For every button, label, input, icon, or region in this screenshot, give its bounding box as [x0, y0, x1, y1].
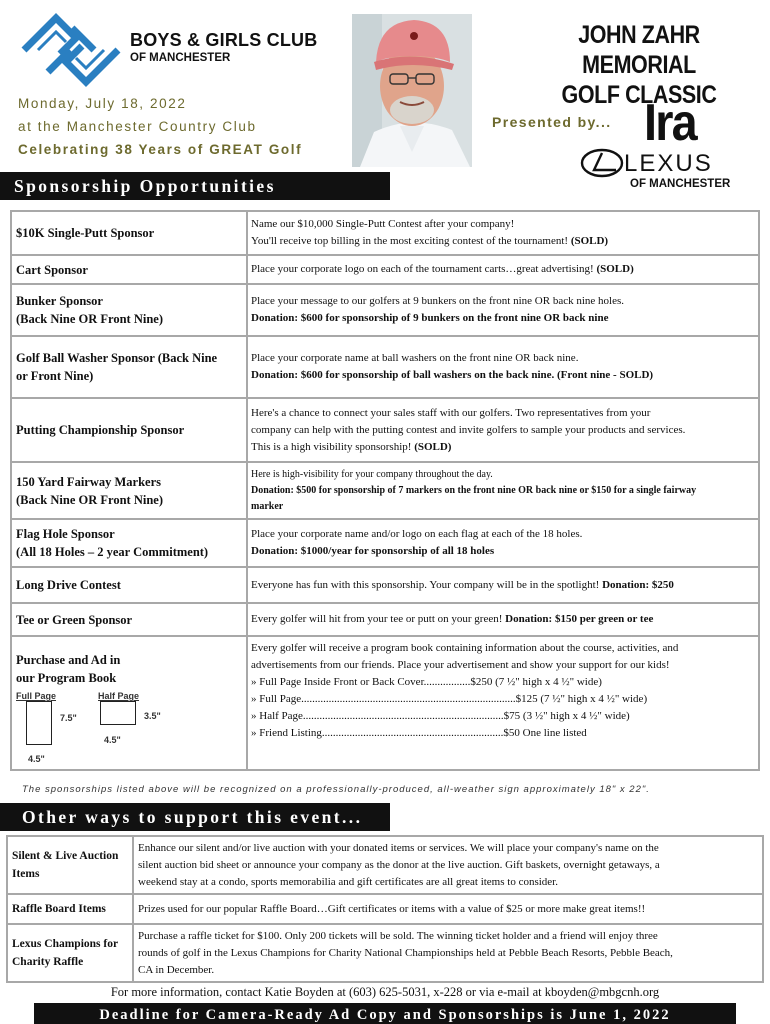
sponsor-name: Bunker Sponsor (Back Nine OR Front Nine) — [11, 284, 247, 336]
sponsor-description: Every golfer will receive a program book containing information about the course, activities, and advertisements from our friends. Place your advertisement and show your support for our kids! » Full Page Inside Front or Back Cover.................$250 (7 ½" high x 4 ½" wide) » Full Page..............................................................................$125 (7 ½" high x 4 ½" wide) » Half Page.........................................................................$75 (3 ½" high x 4 ½" wide) » Friend Listing..................................................................$50 One line listed — [247, 636, 759, 770]
org-name: BOYS & GIRLS CLUB — [130, 30, 318, 50]
ira-logo: Ira — [644, 94, 696, 152]
boys-girls-club-logo-icon — [18, 12, 124, 88]
event-title — [556, 20, 723, 110]
table-row — [11, 519, 759, 567]
half-page-width: 4.5" — [104, 735, 121, 745]
sponsor-name: $10K Single-Putt Sponsor — [11, 211, 247, 255]
sponsor-name: 150 Yard Fairway Markers (Back Nine OR Front Nine) — [11, 462, 247, 519]
sponsor-name: Golf Ball Washer Sponsor (Back Nine or Front Nine) — [11, 336, 247, 398]
org-logo — [18, 12, 318, 87]
sponsor-description: Name our $10,000 Single-Putt Contest after your company! You'll receive top billing in the most exciting contest of the tournament! (SOLD) — [247, 211, 759, 255]
table-row — [11, 211, 759, 255]
support-description: Enhance our silent and/or live auction with your donated items or services. We will place your company's name on the silent auction bid sheet or announce your company as the donor at the live auction. Gift baskets, overnight getaways, a weekend stay at a condo, sports memorabilia and gift certificates are all great items to consider. — [133, 836, 763, 894]
contact-info: For more information, contact Katie Boyden at (603) 625-5031, x-228 or via e-mail at kboyden@mbgcnh.org — [110, 985, 660, 999]
sponsor-description: Place your corporate name and/or logo on each flag at each of the 18 holes. Donation: $1000/year for sponsorship of all 18 holes — [247, 519, 759, 567]
sponsor-description: Place your corporate logo on each of the tournament carts…great advertising! (SOLD) — [247, 255, 759, 284]
sponsor-name: Tee or Green Sponsor — [11, 603, 247, 636]
table-row — [11, 462, 759, 519]
golfer-portrait-image — [352, 14, 472, 167]
table-row — [11, 336, 759, 398]
table-row — [7, 894, 763, 924]
sponsorship-table — [10, 210, 760, 771]
table-row — [11, 284, 759, 336]
table-row — [11, 398, 759, 462]
event-date: Monday, July 18, 2022 — [18, 96, 187, 111]
sponsor-description: Place your message to our golfers at 9 bunkers on the front nine OR back nine holes. Donation: $600 for sponsorship of 9 bunkers on the front nine OR back nine — [247, 284, 759, 336]
table-row — [11, 603, 759, 636]
half-page-box — [100, 701, 136, 725]
lexus-logo — [580, 148, 740, 194]
org-city: OF MANCHESTER — [130, 52, 231, 64]
support-name: Raffle Board Items — [7, 894, 133, 924]
full-page-height: 7.5" — [60, 713, 77, 723]
full-page-label: Full Page — [16, 691, 57, 701]
lexus-wordmark: LEXUS — [624, 150, 713, 177]
sponsor-description: Here's a chance to connect your sales staff with our golfers. Two representatives from your company can help with the putting contest and invite golfers to sample your products and services. This is a high visibility sponsorship! (SOLD) — [247, 398, 759, 462]
deadline-banner: Deadline for Camera-Ready Ad Copy and Sponsorships is June 1, 2022 — [34, 1003, 736, 1024]
support-description: Purchase a raffle ticket for $100. Only 200 tickets will be sold. The winning ticket holder and a friend will enjoy three rounds of golf in the Lexus Champions for Charity National Championships held at Pebble Beach Resorts, Pebble Beach, CA in December. — [133, 924, 763, 982]
table-row — [7, 836, 763, 894]
event-title-line1: JOHN ZAHR MEMORIAL — [578, 21, 700, 79]
support-name: Silent & Live Auction Items — [7, 836, 133, 894]
sign-note: The sponsorships listed above will be recognized on a professionally-produced, all-weather sign approximately 18" x 22". — [22, 784, 650, 795]
table-row — [11, 636, 759, 770]
event-location: at the Manchester Country Club — [18, 119, 257, 134]
portrait-photo — [352, 14, 472, 167]
sponsor-name: Flag Hole Sponsor (All 18 Holes – 2 year Commitment) — [11, 519, 247, 567]
event-info — [18, 92, 302, 161]
other-ways-table — [6, 835, 764, 983]
table-row — [11, 255, 759, 284]
lexus-emblem-icon — [580, 148, 624, 178]
table-row — [7, 924, 763, 982]
event-title-line2: GOLF CLASSIC — [561, 81, 717, 109]
sponsor-description: Every golfer will hit from your tee or putt on your green! Donation: $150 per green or tee — [247, 603, 759, 636]
sponsor-description: Here is high-visibility for your company throughout the day. Donation: $500 for sponsorship of 7 markers on the front nine OR back nine or $150 for a single fairway marker — [247, 462, 759, 519]
table-row — [11, 567, 759, 603]
lexus-city: OF MANCHESTER — [630, 178, 731, 190]
other-ways-heading: Other ways to support this event... — [0, 803, 390, 831]
sponsor-name: Putting Championship Sponsor — [11, 398, 247, 462]
ad-size-diagram — [16, 687, 242, 767]
support-description: Prizes used for our popular Raffle Board…Gift certificates or items with a value of $25 or more make great items!! — [133, 894, 763, 924]
half-page-label: Half Page — [98, 691, 140, 701]
full-page-width: 4.5" — [28, 754, 45, 764]
sponsor-name: Purchase and Ad in our Program Book Full Page Half Page 7.5" 4.5" 3.5" 4.5" — [11, 636, 247, 770]
event-tagline: Celebrating 38 Years of GREAT Golf — [18, 142, 303, 157]
sponsor-name: Cart Sponsor — [11, 255, 247, 284]
sponsor-description: Place your corporate name at ball washers on the front nine OR back nine. Donation: $600 for sponsorship of ball washers on the back nine. (Front nine - SOLD) — [247, 336, 759, 398]
support-name: Lexus Champions for Charity Raffle — [7, 924, 133, 982]
sponsor-description: Everyone has fun with this sponsorship. Your company will be in the spotlight! Donation: $250 — [247, 567, 759, 603]
half-page-height: 3.5" — [144, 711, 161, 721]
full-page-box — [26, 701, 52, 745]
presented-by: Presented by... — [492, 114, 612, 130]
sponsor-name: Long Drive Contest — [11, 567, 247, 603]
sponsorship-heading: Sponsorship Opportunities — [0, 172, 390, 200]
